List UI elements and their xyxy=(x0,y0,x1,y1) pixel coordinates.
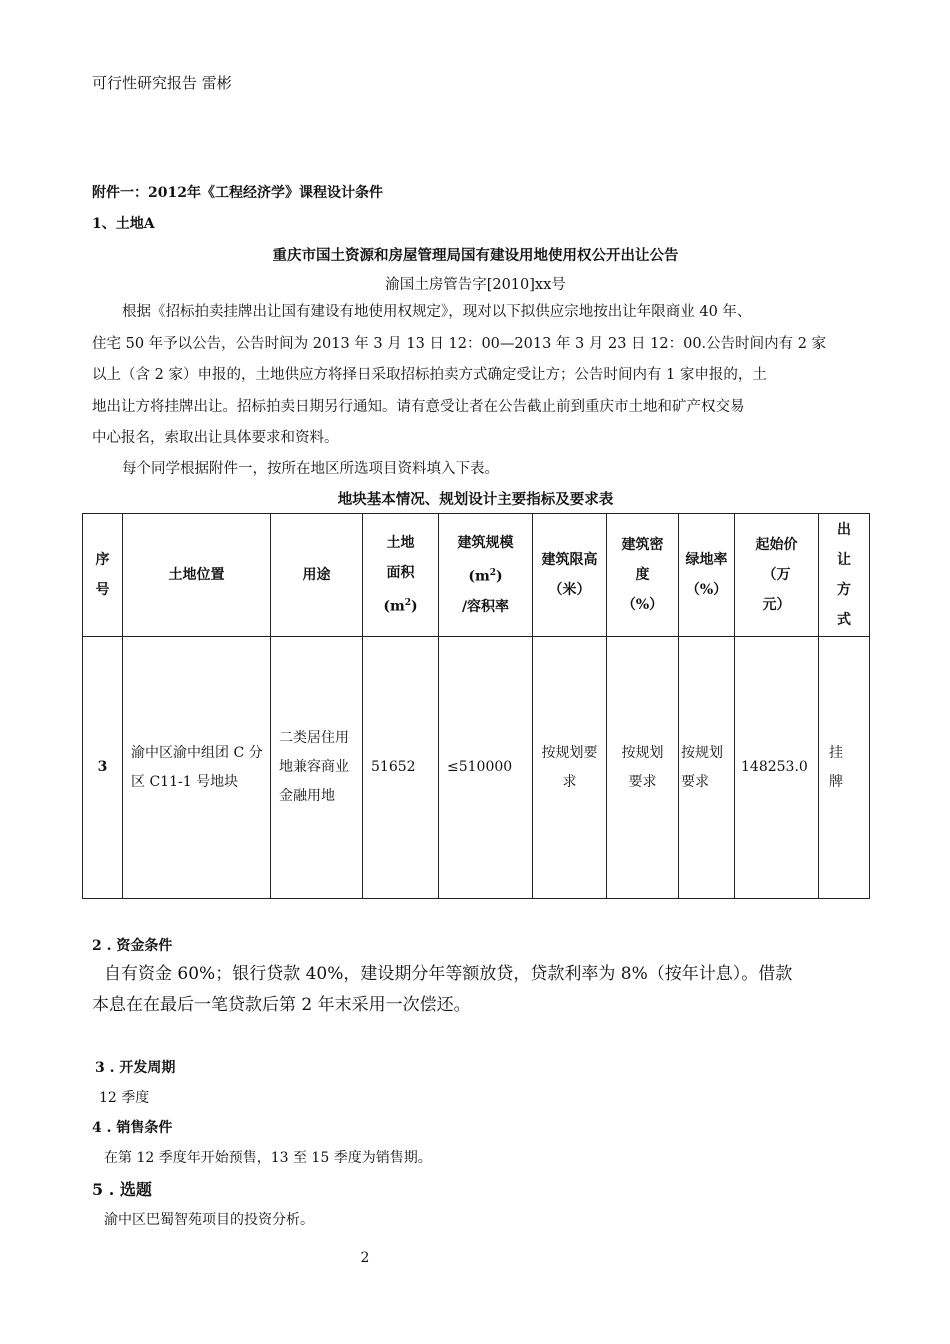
page-number: 2 xyxy=(360,1250,370,1266)
cell-price: 148253.0 xyxy=(735,637,819,899)
table-row xyxy=(83,637,870,899)
header-usage: 用途 xyxy=(271,514,363,637)
sales-text: 在第 12 季度年开始预售，13 至 15 季度为销售期。 xyxy=(104,1150,432,1166)
document-header: 可行性研究报告 雷彬 xyxy=(92,74,232,92)
notice-line: 以上（含 2 家）申报的，土地供应方将择日采取招标拍卖方式确定受让方；公告时间内有 1 家申报的，土 xyxy=(92,367,767,383)
period-text: 12 季度 xyxy=(99,1090,150,1106)
header-scale: 建筑规模 $(m^2)$ /容积率 xyxy=(439,514,533,637)
notice-doc-number: 渝国土房管告字[2010]xx号 xyxy=(385,277,566,293)
appendix-title: 附件一：2012年《工程经济学》课程设计条件 xyxy=(92,185,383,201)
funding-heading: 2 . 资金条件 xyxy=(92,938,173,954)
header-density: 建筑密 度 （%） xyxy=(607,514,679,637)
header-method: 出让方式 xyxy=(819,514,870,637)
notice-title: 重庆市国土资源和房屋管理局国有建设用地使用权公开出让公告 xyxy=(272,247,679,264)
notice-line: 中心报名，索取出让具体要求和资料。 xyxy=(92,430,339,446)
cell-seq: 3 xyxy=(83,637,123,899)
notice-line: 地出让方将挂牌出让。招标拍卖日期另行通知。请有意受让者在公告截止前到重庆市土地和矿产权交易 xyxy=(92,398,745,415)
cell-density: 按规划要求 xyxy=(607,637,679,899)
cell-location: 渝中区渝中组团 C 分区 C11-1 号地块 xyxy=(123,637,271,899)
cell-usage: 二类居住用地兼容商业金融用地 xyxy=(271,637,363,899)
table-header-row xyxy=(83,514,870,637)
period-heading: 3 . 开发周期 xyxy=(95,1060,176,1076)
header-height: 建筑限高 （米） xyxy=(533,514,607,637)
table-caption: 地块基本情况、规划设计主要指标及要求表 xyxy=(337,491,614,508)
notice-line: 住宅 50 年予以公告，公告时间为 2013 年 3 月 13 日 12：00—2013 年 3 月 23 日 12：00.公告时间内有 2 家 xyxy=(92,335,827,352)
land-info-table xyxy=(82,513,870,899)
header-area: 土地 面积 $(m^2)$ xyxy=(363,514,439,637)
header-location: 土地位置 xyxy=(123,514,271,637)
cell-area: 51652 xyxy=(363,637,439,899)
sales-heading: 4 . 销售条件 xyxy=(92,1120,173,1136)
topic-heading: 5 . 选题 xyxy=(92,1180,152,1199)
header-seq: 序号 xyxy=(83,514,123,637)
notice-line: 根据《招标拍卖挂牌出让国有建设有地使用权规定》，现对以下拟供应宗地按出让年限商业 40 年、 xyxy=(122,304,752,320)
instruction-text: 每个同学根据附件一，按所在地区所选项目资料填入下表。 xyxy=(122,461,499,477)
funding-line-1: 自有资金 60%；银行贷款 40%，建设期分年等额放贷，贷款利率为 8%（按年计息）。借款 xyxy=(104,964,793,984)
cell-green: 按规划要求 xyxy=(679,637,735,899)
cell-scale: ≤510000 xyxy=(439,637,533,899)
cell-method: 挂牌 xyxy=(819,637,870,899)
notice-body xyxy=(92,297,872,455)
header-price: 起始价 （万 元） xyxy=(735,514,819,637)
header-green: 绿地率 （%） xyxy=(679,514,735,637)
funding-line-2: 本息在在最后一笔贷款后第 2 年末采用一次偿还。 xyxy=(92,995,471,1015)
topic-text: 渝中区巴蜀智苑项目的投资分析。 xyxy=(104,1212,314,1228)
land-heading: 1、土地A xyxy=(92,216,155,232)
cell-height: 按规划要求 xyxy=(533,637,607,899)
